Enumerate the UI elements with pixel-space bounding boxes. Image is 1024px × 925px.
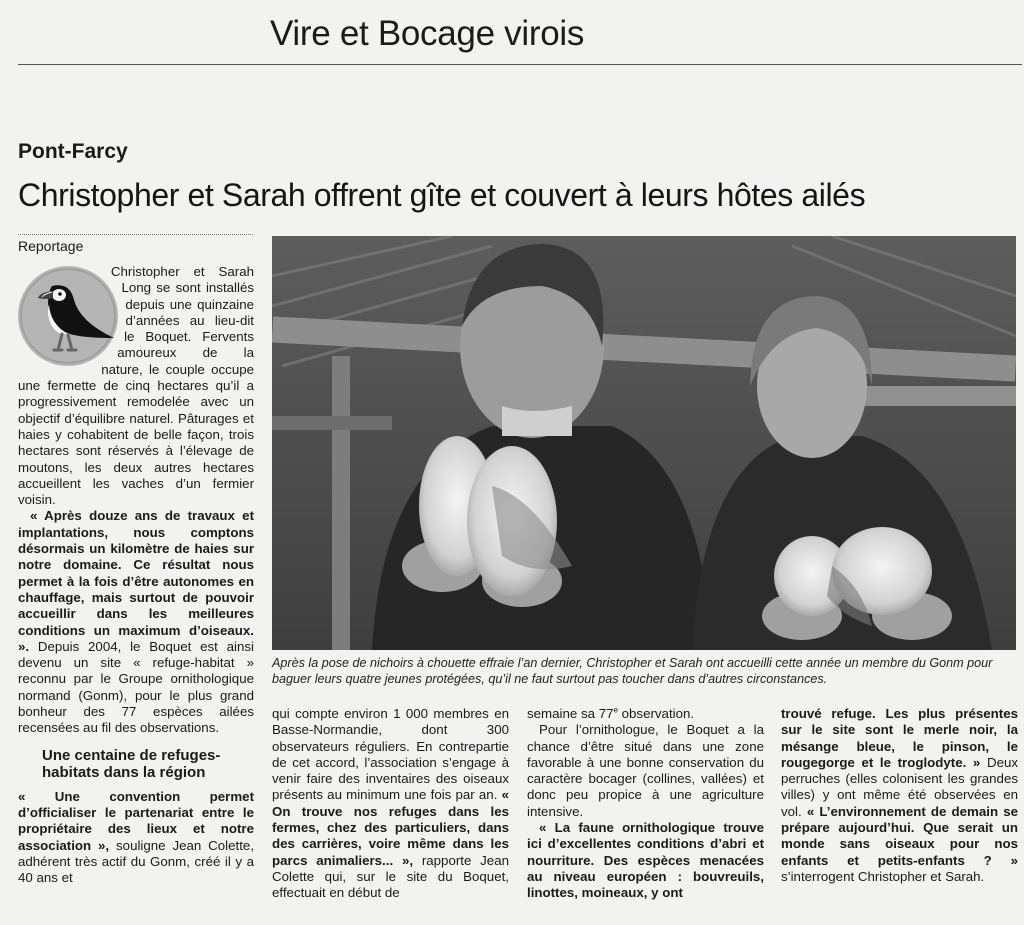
article-photo [272,236,1016,650]
article-kicker: Reportage [18,238,84,254]
article-column-3: semaine sa 77e observation. Pour l’ornithologue, le Boquet a la chance d’être situé dans une zone favorable à une bonne conservation du caractère bocager (collines, vallées) et donc peu propice à une agriculture intensive. « La faune ornithologique trouve ici d’excellentes conditions d’abri et nourriture. Des espèces menacées au niveau européen : bouvreuils, linottes, moineaux, y ont [527,706,764,901]
article-column-2: qui compte environ 1 000 membres en Basse-Normandie, dont 300 observateurs réguliers. En contrepartie de cet accord, l’association s’engage à venir faire des inventaires des oiseaux présents au minimum une fois par an. « On trouve nos refuges dans les fermes, chez des particuliers, dans des carrières, voire même dans les parcs animaliers... », rapporte Jean Colette qui, sur le site du Boquet, effectuait en début de [272,706,509,901]
article-column-1: Christopher et Sarah Long se sont installés depuis une quinzaine d’années au lieu-dit le Boquet. Fervents amoureux de la nature, le couple occupe une fermette de cinq hectares qu’il a progressivement remodelée avec un objectif d’équilibre naturel. Pâturages et haies y cohabitent de belle façon, trois hectares sont réservés à l’élevage de moutons, les deux autres hectares accueillent les vaches d’un fermier voisin. « Après douze ans de travaux et implantations, nous comptons désormais un kilomètre de haies sur notre domaine. Ce résultat nous permet à la fois d’être autonomes en chauffage, mais surtout de pouvoir accueillir dans les meilleures conditions un maximum d’oiseaux. ». Depuis 2004, le Boquet est ainsi devenu un site « refuge-habitat » reconnu par le Groupe ornithologique normand (Gonm), pour le plus grand bonheur des 77 espèces ailées recensées au fil des observations. Une centaine de refuges-habitats dans la région « Une convention permet d’officialiser le partenariat entre le propriétaire des lieux et notre association », souligne Jean Colette, adhérent très actif du Gonm, créé il y a 40 ans et [18,264,254,886]
article-column-4: trouvé refuge. Les plus présentes sur le site sont le merle noir, la mésange bleue, le pinson, le rougegorge et le troglodyte. » Deux perruches (elles colonisent les grandes villes) y ont même été observées en vol. « L’environnement de demain se prépare aujourd’hui. Que serait un monde sans oiseaux pour nos enfants et petits-enfants ? » s’interrogent Christopher et Sarah. [781,706,1018,884]
section-title: Vire et Bocage virois [270,14,585,53]
puffin-icon [18,264,120,368]
section-divider [18,64,1022,65]
article-locality: Pont-Farcy [18,140,128,163]
article-headline: Christopher et Sarah offrent gîte et couvert à leurs hôtes ailés [18,177,866,213]
photo-caption: Après la pose de nichoirs à chouette effraie l’an dernier, Christopher et Sarah ont accueilli cette année un membre du Gonm pour baguer leurs quatre jeunes protégées, qu’il ne faut surtout pas toucher dans d’autres circonstances. [272,656,993,686]
article-subheading: Une centaine de refuges-habitats dans la région [42,746,221,781]
photo-illustration [272,236,1016,650]
kicker-divider [18,234,253,235]
